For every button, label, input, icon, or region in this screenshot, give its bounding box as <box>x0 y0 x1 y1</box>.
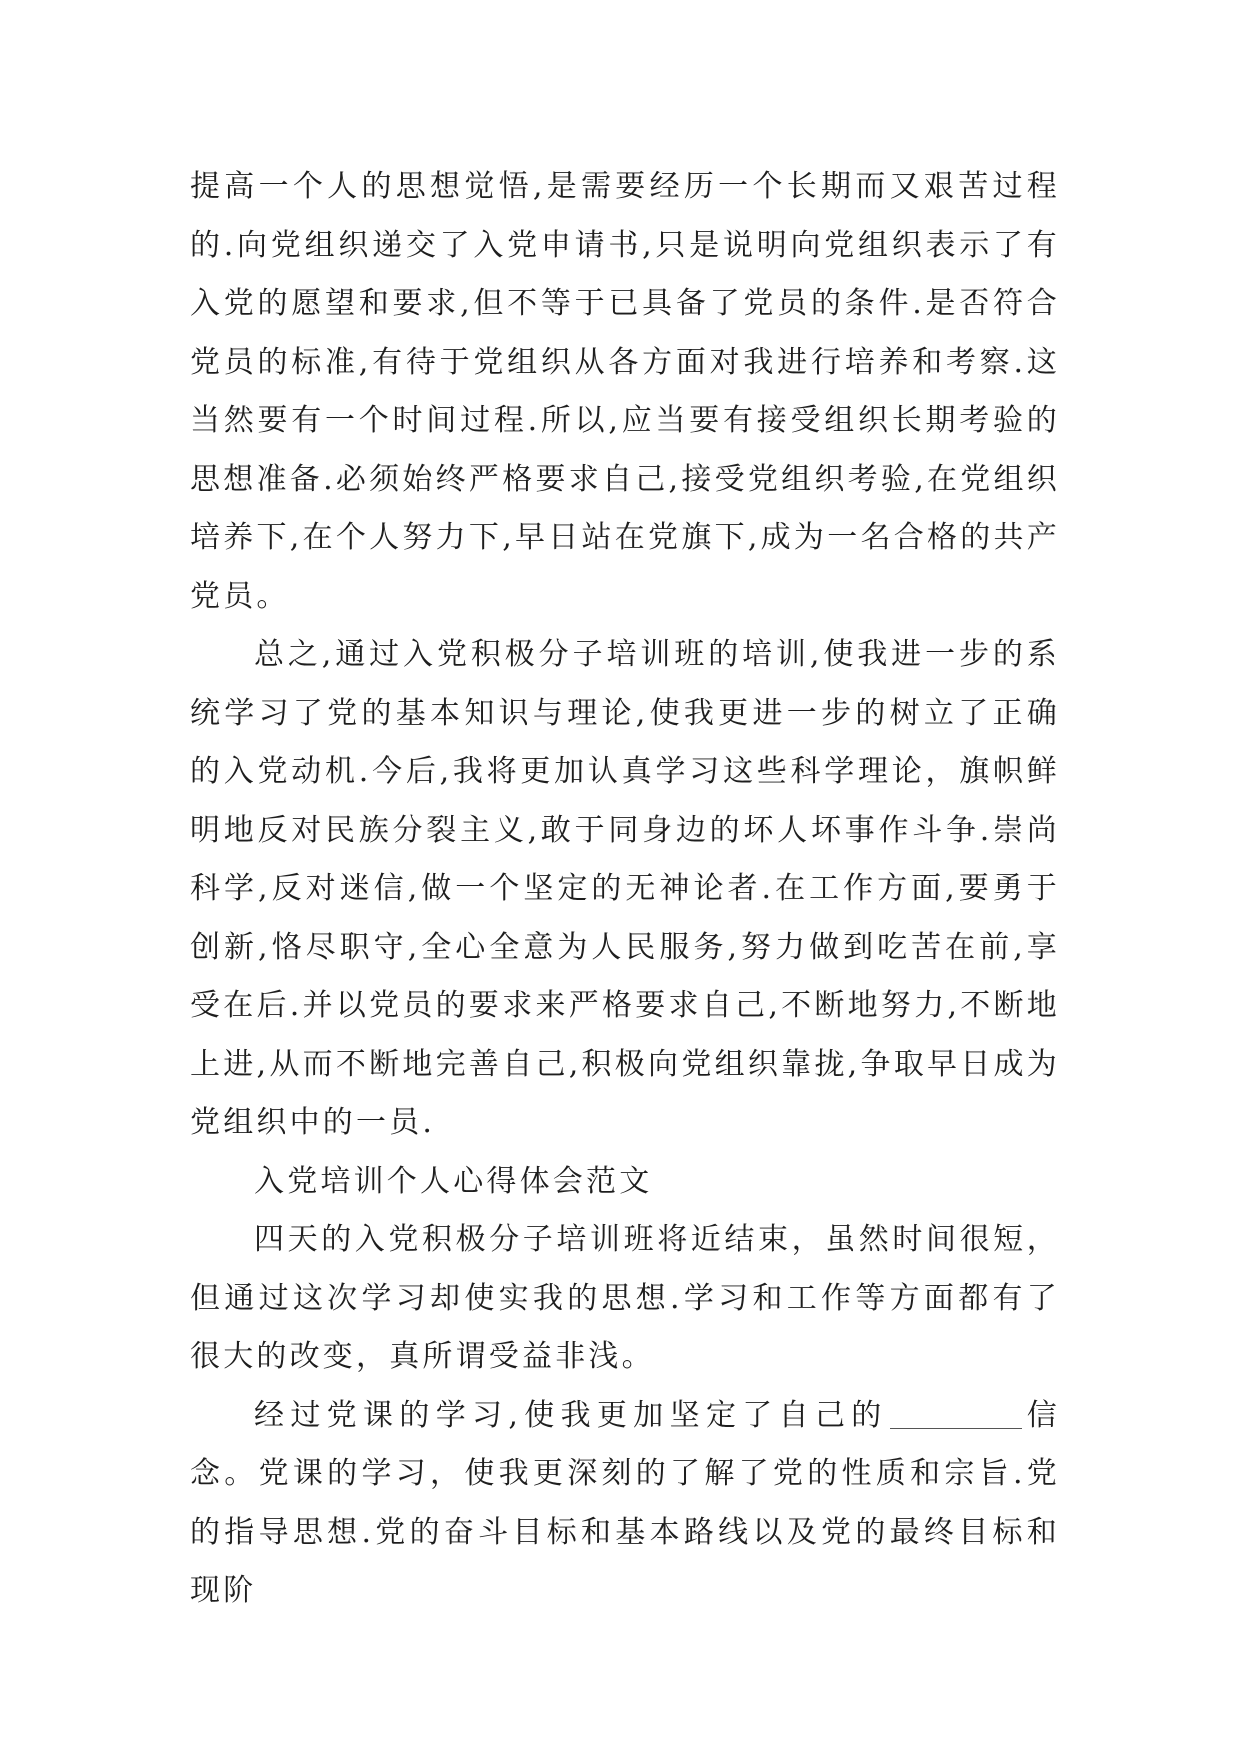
paragraph-4 <box>190 1387 1060 1621</box>
section-title: 入党培训个人心得体会范文 <box>254 1163 653 1199</box>
paragraph-4-before-blank: 经过党课的学习,使我更加坚定了自己的 <box>254 1397 888 1433</box>
paragraph-4-after-blank: 信念。党课的学习，使我更深刻的了解了党的性质和宗旨.党的指导思想.党的奋斗目标和基本路线以及党的最终目标和现阶 <box>190 1397 1060 1608</box>
paragraph-1: 提高一个人的思想觉悟,是需要经历一个长期而又艰苦过程的.向党组织递交了入党申请书,只是说明向党组织表示了有入党的愿望和要求,但不等于已具备了党员的条件.是否符合党员的标准,有待于党组织从各方面对我进行培养和考察.这当然要有一个时间过程.所以,应当要有接受组织长期考验的思想准备.必须始终严格要求自己,接受党组织考验,在党组织培养下,在个人努力下,早日站在党旗下,成为一名合格的共产党员。 <box>190 169 1060 614</box>
paragraph-3: 四天的入党积极分子培训班将近结束，虽然时间很短，但通过这次学习却使实我的思想.学习和工作等方面都有了很大的改变，真所谓受益非浅。 <box>190 1222 1060 1374</box>
paragraph-2: 总之,通过入党积极分子培训班的培训,使我进一步的系统学习了党的基本知识与理论,使我更进一步的树立了正确的入党动机.今后,我将更加认真学习这些科学理论，旗帜鲜明地反对民族分裂主义,敢于同身边的坏人坏事作斗争.崇尚科学,反对迷信,做一个坚定的无神论者.在工作方面,要勇于创新,恪尽职守,全心全意为人民服务,努力做到吃苦在前,享受在后.并以党员的要求来严格要求自己,不断地努力,不断地上进,从而不断地完善自己,积极向党组织靠拢,争取早日成为党组织中的一员. <box>190 637 1060 1140</box>
fill-in-blank <box>890 1398 1022 1429</box>
document-body <box>190 158 1060 1621</box>
